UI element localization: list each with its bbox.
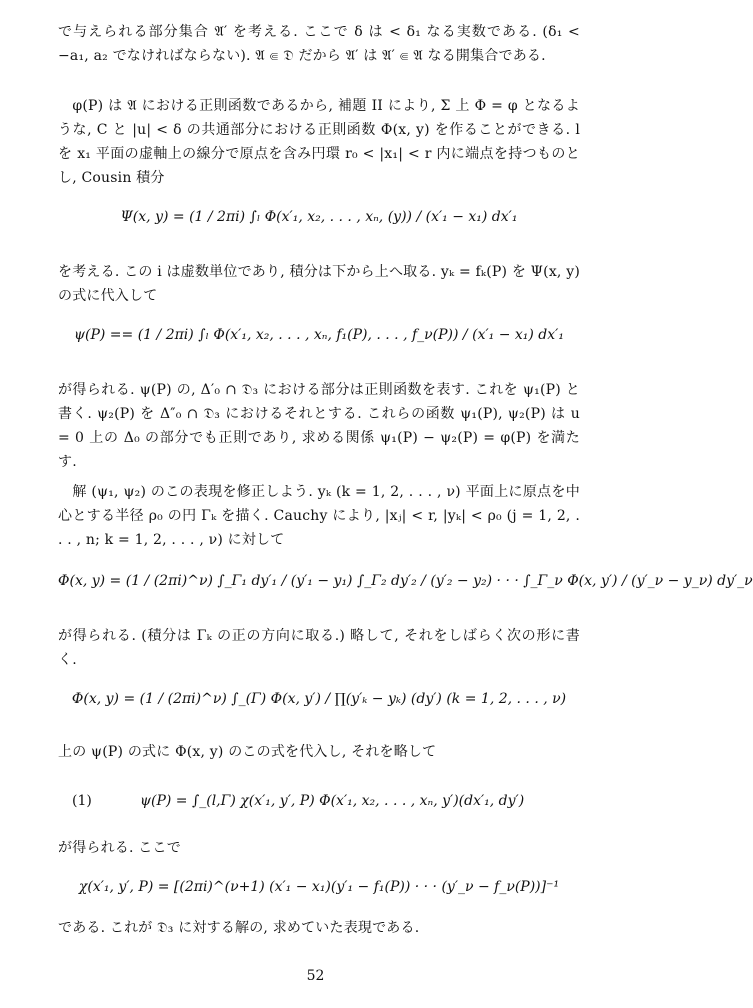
paragraph-substitute-phi: 上の ψ(P) の式に Φ(x, y) のこの式を代入し, それを略して bbox=[58, 744, 437, 760]
equation-cousin-integral: Ψ(x, y) = (1 / 2πi) ∫ₗ Φ(x′₁, x₂, . . . , xₙ, (y)) / (x′₁ − x₁) dx′₁ bbox=[120, 209, 518, 225]
paragraph-conclusion: である. これが 𝔇₃ に対する解の, 求めていた表現である. bbox=[58, 920, 420, 936]
equation-1: ψ(P) = ∫_(l,Γ) χ(x′₁, y′, P) Φ(x′₁, x₂, . . . , xₙ, y′)(dx′₁, dy′) bbox=[140, 793, 525, 809]
paragraph-here: が得られる. ここで bbox=[58, 840, 181, 856]
paragraph-subset-definition: で与えられる部分集合 𝔄′ を考える. ここで δ は < δ₁ なる実数である. (δ₁ < −a₁, a₂ でなければならない). 𝔄 ⋐ 𝔇 だから 𝔄′ は 𝔄′ ⋐ 𝔄 なる開集合である. bbox=[58, 24, 580, 64]
paragraph-short-form: が得られる. (積分は Γₖ の正の方向に取る.) 略して, それをしばらく次の形に書く. bbox=[58, 628, 580, 668]
equation-cauchy-formula: Φ(x, y) = (1 / (2πi)^ν) ∫_Γ₁ dy′₁ / (y′₁ − y₁) ∫_Γ₂ dy′₂ / (y′₂ − y₂) · · · ∫_Γ_ν Φ(x, y′) / (y′_ν − y_ν) dy′_ν bbox=[58, 573, 753, 589]
equation-chi-definition: χ(x′₁, y′, P) = [(2πi)^(ν+1) (x′₁ − x₁)(y′₁ − f₁(P)) · · · (y′_ν − f_ν(P))]⁻¹ bbox=[78, 879, 560, 895]
paragraph-substitution: を考える. この i は虚数単位であり, 積分は下から上へ取る. yₖ = fₖ(P) を Ψ(x, y) の式に代入して bbox=[58, 264, 580, 304]
page-number: 52 bbox=[306, 968, 325, 984]
paragraph-cauchy-modification: 解 (ψ₁, ψ₂) のこの表現を修正しよう. yₖ (k = 1, 2, . . . , ν) 平面上に原点を中心とする半径 ρ₀ の円 Γₖ を描く. Cauchy により, |xⱼ| < r, |yₖ| < ρ₀ (j = 1, 2, . . . , n; k = 1, 2, . . . , ν) に対して bbox=[58, 484, 580, 548]
paragraph-holomorphic-extension: φ(P) は 𝔄 における正則函数であるから, 補題 II により, Σ 上 Φ = φ となるような, C と |u| < δ の共通部分における正則函数 Φ(x, y) を作ることができる. l を x₁ 平面の虚軸上の線分で原点を含み円環 r₀ < |x₁| < r 内に端点を持つものとし, Cousin 積分 bbox=[58, 98, 580, 186]
equation-1-label: (1) bbox=[72, 793, 92, 809]
paragraph-psi-components: が得られる. ψ(P) の, Δ′₀ ∩ 𝔇₃ における部分は正則函数を表す. これを ψ₁(P) と書く. ψ₂(P) を Δ″₀ ∩ 𝔇₃ におけるそれとする. これらの函数 ψ₁(P), ψ₂(P) は u = 0 上の Δ₀ の部分でも正則であり, 求める関係 ψ₁(P) − ψ₂(P) = φ(P) を満たす. bbox=[58, 382, 580, 470]
equation-psi-substituted: ψ(P) == (1 / 2πi) ∫ₗ Φ(x′₁, x₂, . . . , xₙ, f₁(P), . . . , f_ν(P)) / (x′₁ − x₁) dx′₁ bbox=[74, 327, 564, 343]
equation-cauchy-short: Φ(x, y) = (1 / (2πi)^ν) ∫_(Γ) Φ(x, y′) / ∏(y′ₖ − yₖ) (dy′) (k = 1, 2, . . . , ν) bbox=[71, 691, 567, 707]
